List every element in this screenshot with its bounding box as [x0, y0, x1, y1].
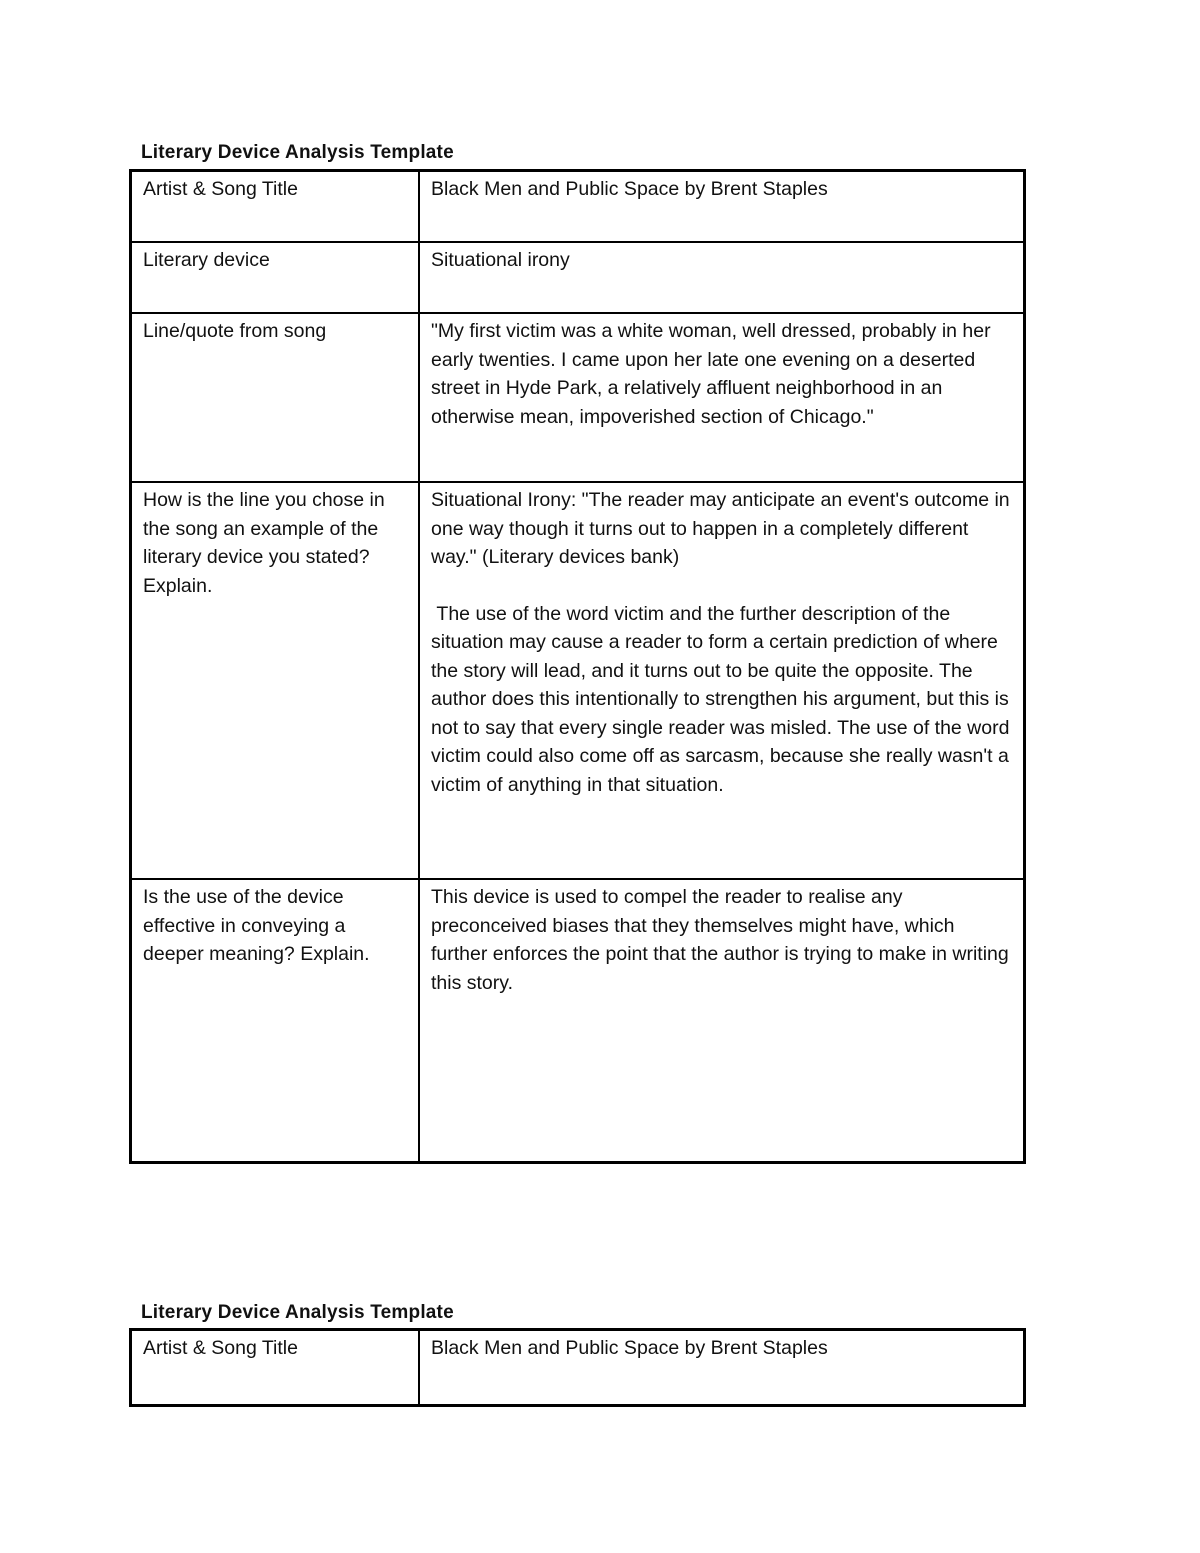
table-row-quote	[131, 313, 1025, 482]
table-row-literary-device	[131, 242, 1025, 313]
label-literary-device: Literary device	[131, 242, 420, 313]
value-text: Black Men and Public Space by Brent Staples	[431, 178, 828, 200]
table-row-effectiveness	[131, 879, 1025, 1163]
value-paragraph: The use of the word victim and the further description of the situation may cause a reader to form a certain prediction of where the story will lead, and it turns out to be quite the opposite. The author does this intentionally to strengthen his argument, but this is not to say that every single reader was misled. The use of the word victim could also come off as sarcasm, because she really wasn't a victim of anything in that situation.	[431, 602, 1015, 796]
label-effectiveness: Is the use of the device effective in conveying a deeper meaning? Explain.	[131, 879, 420, 1163]
label-artist-song: Artist & Song Title	[131, 171, 420, 243]
label-explanation: How is the line you chose in the song an example of the literary device you stated? Explain.	[131, 482, 420, 879]
analysis-table	[129, 169, 1026, 1164]
value-paragraph: Situational Irony: "The reader may anticipate an event's outcome in one way though it turns out to happen in a completely different way." (Literary devices bank)	[431, 489, 1016, 568]
table-row-artist-song	[131, 171, 1025, 243]
value-quote	[419, 313, 1025, 482]
value-artist-song	[419, 171, 1025, 243]
table-row-explanation	[131, 482, 1025, 879]
value-literary-device	[419, 242, 1025, 313]
value-artist-song	[419, 1330, 1025, 1406]
label-artist-song: Artist & Song Title	[131, 1330, 420, 1406]
analysis-table	[129, 1328, 1026, 1407]
label-quote: Line/quote from song	[131, 313, 420, 482]
template-title: Literary Device Analysis Template	[141, 142, 454, 163]
value-text: Situational irony	[431, 249, 570, 271]
table-row-artist-song	[131, 1330, 1025, 1406]
value-effectiveness	[419, 879, 1025, 1163]
value-text: "My first victim was a white woman, well dressed, probably in her early twenties. I came upon her late one evening on a deserted street in Hyde Park, a relatively affluent neighborhood in an otherwise mean, impoverished section of Chicago."	[431, 320, 997, 428]
value-explanation	[419, 482, 1025, 879]
template-title: Literary Device Analysis Template	[141, 1302, 454, 1323]
value-text: This device is used to compel the reader to realise any preconceived biases that they themselves might have, which further enforces the point that the author is trying to make in writing this story.	[431, 886, 1015, 994]
value-text: Black Men and Public Space by Brent Staples	[431, 1337, 828, 1359]
